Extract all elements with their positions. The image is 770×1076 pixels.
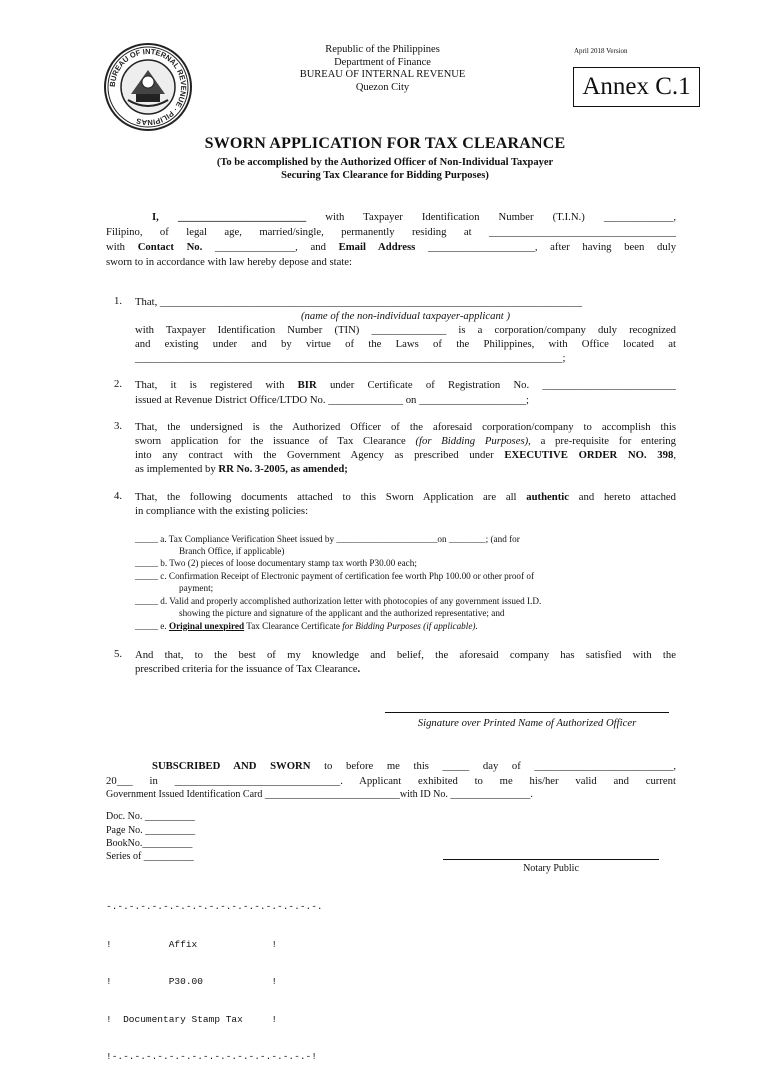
- intro-line-1: [152, 210, 676, 225]
- requirement-e-text: Tax Clearance Certificate: [246, 621, 340, 631]
- intro-email-blank: ____________________, after having been duly: [427, 241, 677, 253]
- requirement-d-cont: showing the picture and signature of the applicant and the authorized representative; and: [179, 608, 505, 618]
- intro-line-2: Filipino, of legal age, married/single, permanently residing at ___________________________________: [106, 226, 676, 238]
- header-line-republic: Republic of the Philippines: [325, 44, 440, 55]
- jurat-day: to before me this _____ day of __________________________,: [324, 760, 677, 772]
- item-3-line-3: [135, 448, 676, 463]
- intro-with: with: [106, 241, 126, 253]
- requirement-b: _____ b. Two (2) pieces of loose documentary stamp tax worth P30.00 each;: [135, 558, 417, 568]
- intro-line-3: [106, 240, 676, 255]
- form-title: SWORN APPLICATION FOR TAX CLEARANCE: [204, 135, 566, 152]
- requirement-e-original: Original unexpired: [168, 621, 245, 631]
- item-3-eo: EXECUTIVE ORDER NO. 398: [504, 449, 674, 461]
- header-line-city: Quezon City: [355, 81, 410, 93]
- item-5-text: prescribed criteria for the issuance of Tax Clearance: [135, 663, 358, 675]
- intro-name-blank[interactable]: ________________________: [177, 211, 307, 223]
- requirement-c-cont: payment;: [179, 583, 214, 593]
- item-2-text-c: under Certificate of Registration No. _________________________: [329, 379, 677, 391]
- jurat-subscribed: SUBSCRIBED AND SWORN: [152, 760, 311, 772]
- item-3-bidding: (for Bidding Purposes): [415, 435, 529, 447]
- bir-seal: [103, 42, 193, 132]
- intro-contact-blank: _______________, and: [215, 241, 326, 253]
- item-3-text-d: into any contract with the Government Agency as prescribed under: [135, 449, 494, 461]
- signature-caption-text: Signature over Printed Name of Authorized Officer: [417, 717, 637, 729]
- item-1-line-3: with Taxpayer Identification Number (TIN) ______________ is a corporation/company duly recognized: [135, 324, 676, 336]
- item-3-text-a: sworn application for the issuance of Tax Clearance: [135, 435, 406, 447]
- item-1-line-4: and existing under and by virtue of the Laws of the Philippines, with Office located at: [135, 338, 676, 350]
- intro-i: I,: [152, 211, 159, 223]
- jurat-line-2: 20___ in _______________________________. Applicant exhibited to me his/her valid and current: [106, 775, 676, 787]
- requirement-a: _____ a. Tax Compliance Verification Sheet issued by ______________________on ________; (and for: [135, 534, 520, 544]
- item-3-text-e: as implemented by: [135, 463, 216, 475]
- item-3-number: 3.: [114, 420, 123, 432]
- annex-box: [573, 67, 700, 107]
- signature-caption: [385, 716, 669, 731]
- requirement-e: [135, 620, 478, 632]
- book-no: BookNo.__________: [106, 838, 193, 849]
- stamp-box-affix: ! Affix !: [106, 938, 278, 950]
- stamp-box-amount: ! P30.00 !: [106, 976, 278, 987]
- item-5-number: 5.: [114, 648, 123, 660]
- item-1-number: 1.: [114, 295, 123, 307]
- item-2-text-a: That, it is registered with: [135, 379, 285, 391]
- requirement-e-blank: _____ e.: [135, 621, 167, 631]
- subtitle-line-1: (To be accomplished by the Authorized Officer of Non-Individual Taxpayer: [216, 157, 554, 168]
- seal-ring-text: BUREAU OF INTERNAL REVENUE · PILIPINAS: [107, 46, 189, 128]
- item-4-authentic: authentic: [526, 491, 570, 503]
- item-5-period: .: [357, 663, 361, 675]
- item-4-text-c: and hereto attached: [578, 491, 676, 503]
- stamp-box-bottom: !-.-.-.-.-.-.-.-.-.-.-.-.-.-.-.-.-.-!: [106, 1051, 317, 1062]
- signature-line[interactable]: [385, 712, 669, 713]
- item-2-line-1: [135, 378, 676, 393]
- intro-email-label: Email Address: [338, 241, 416, 253]
- stamp-box-top: -.-.-.-.-.-.-.-.-.-.-.-.-.-.-.-.-.-.-.: [106, 901, 323, 912]
- form-subtitle: [0, 156, 770, 182]
- item-4-text-a: That, the following documents attached to this Sworn Application are all: [135, 491, 517, 503]
- requirement-c: _____ c. Confirmation Receipt of Electronic payment of certification fee worth Php 100.00 or other proof of: [135, 571, 535, 581]
- requirement-a-cont: Branch Office, if applicable): [179, 546, 285, 556]
- item-3-line-1: That, the undersigned is the Authorized Officer of the aforesaid corporation/company to accomplish this: [135, 421, 676, 433]
- annex-label: Annex C.1: [582, 73, 691, 100]
- item-2-line-2: issued at Revenue District Office/LTDO No. ______________ on ____________________;: [135, 394, 529, 406]
- item-3-text-c: , a pre-requisite for entering: [528, 435, 676, 447]
- doc-no: Doc. No. __________: [106, 811, 195, 822]
- item-3-comma: ,: [673, 449, 676, 461]
- item-4-line-2: in compliance with the existing policies:: [135, 505, 309, 517]
- intro-tin: with Taxpayer Identification Number (T.I.N.) _____________,: [325, 211, 677, 223]
- item-1-line-5: ________________________________________________________________________________;: [135, 352, 566, 364]
- page-no: Page No. __________: [106, 825, 196, 836]
- series-of: Series of __________: [106, 851, 194, 862]
- version-label: April 2018 Version: [574, 47, 628, 55]
- item-2-bir: BIR: [297, 379, 317, 391]
- requirement-e-note: for Bidding Purposes (if applicable).: [342, 621, 478, 631]
- jurat-line-3: Government Issued Identification Card ___________________________with ID No. ________________.: [106, 789, 533, 800]
- item-1-caption: [135, 309, 676, 324]
- requirement-d: _____ d. Valid and properly accomplished authorization letter with photocopies of any government issued I.D.: [135, 596, 542, 606]
- item-4-line-1: [135, 490, 676, 505]
- stamp-box-label: ! Documentary Stamp Tax !: [106, 1013, 278, 1025]
- item-2-number: 2.: [114, 378, 123, 390]
- intro-line-4: sworn to in accordance with law hereby depose and state:: [106, 256, 353, 268]
- stamp-box: [106, 876, 323, 1076]
- agency-header: [270, 44, 495, 94]
- header-line-department: Department of Finance: [334, 56, 431, 68]
- notary-signature-line[interactable]: [443, 859, 659, 860]
- intro-contact-label: Contact No.: [137, 241, 203, 253]
- item-5-line-1: And that, to the best of my knowledge and belief, the aforesaid company has satisfied with the: [135, 649, 676, 661]
- item-3-rr: RR No. 3-2005, as amended;: [218, 463, 348, 475]
- item-3-line-2: [135, 434, 676, 449]
- header-line-bureau: BUREAU OF INTERNAL REVENUE: [299, 69, 466, 81]
- item-5-line-2: [135, 662, 360, 677]
- jurat-line-1: [152, 759, 676, 774]
- notary-public-label: Notary Public: [523, 863, 579, 874]
- bir-seal-icon: [103, 42, 193, 132]
- item-1-line-1: That, _______________________________________________________________________________: [135, 296, 583, 308]
- item-3-line-4: [135, 462, 348, 477]
- item-1-caption-text: (name of the non-individual taxpayer-applicant ): [300, 310, 511, 322]
- subtitle-line-2: Securing Tax Clearance for Bidding Purposes): [281, 170, 489, 181]
- item-4-number: 4.: [114, 490, 123, 502]
